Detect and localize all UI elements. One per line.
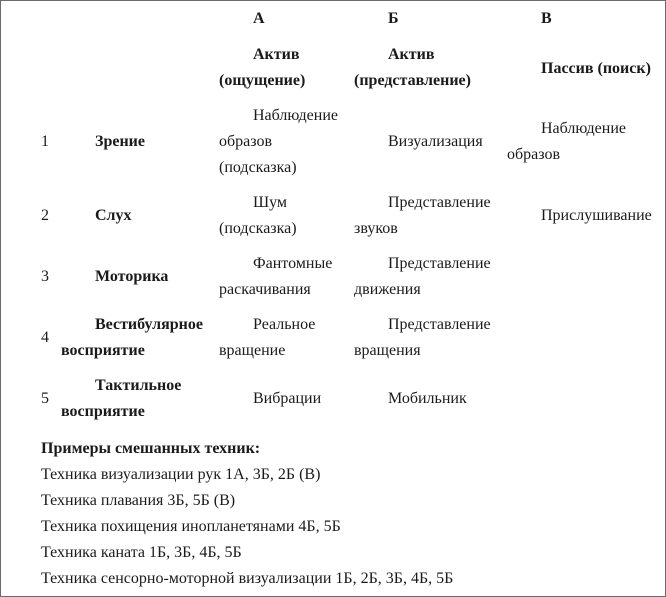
row-number: 1 xyxy=(41,133,49,150)
cell-c-line: Наблюдение xyxy=(541,120,626,137)
row-sense: Слух xyxy=(95,207,132,224)
cell-b-line: вращения xyxy=(354,342,421,359)
col-a-letter: А xyxy=(253,10,265,27)
row-sense: восприятие xyxy=(61,403,145,420)
cell-a-line: Фантомные xyxy=(253,255,333,272)
cell-a-line: образов xyxy=(219,133,273,150)
col-c-letter: В xyxy=(541,10,552,27)
row-number: 3 xyxy=(41,268,49,285)
row-sense: восприятие xyxy=(61,342,145,359)
example-item: Техника похищения инопланетянами 4Б, 5Б xyxy=(41,518,341,535)
example-item: Техника каната 1Б, 3Б, 4Б, 5Б xyxy=(41,544,242,561)
col-b-letter: Б xyxy=(388,10,399,27)
cell-a-line: Шум xyxy=(253,194,288,211)
col-b-header-line1: Актив xyxy=(388,46,435,63)
cell-b-line: Представление xyxy=(388,316,491,333)
row-sense: Вестибулярное xyxy=(95,316,203,333)
cell-a-line: (подсказка) xyxy=(219,159,297,176)
cell-a-line: раскачивания xyxy=(219,281,311,298)
cell-a-line: Вибрации xyxy=(253,390,322,407)
cell-c-line: образов xyxy=(507,146,561,163)
cell-b-line: Представление xyxy=(388,255,491,272)
col-a-header-line1: Актив xyxy=(253,46,300,63)
row-sense: Моторика xyxy=(95,268,169,285)
cell-a-line: вращение xyxy=(219,342,286,359)
cell-b-line: движения xyxy=(354,281,421,298)
cell-a-line: Реальное xyxy=(253,316,316,333)
cell-b-line: звуков xyxy=(354,220,398,237)
col-a-header-line2: (ощущение) xyxy=(219,72,306,89)
cell-a-line: Наблюдение xyxy=(253,107,338,124)
cell-b-line: Визуализация xyxy=(388,133,483,150)
row-sense: Тактильное xyxy=(95,377,182,394)
example-item: Техника плавания 3Б, 5Б (В) xyxy=(41,492,236,509)
cell-c-line: Прислушивание xyxy=(541,207,652,224)
row-number: 5 xyxy=(41,390,49,407)
col-b-header-line2: (представление) xyxy=(354,72,471,89)
row-number: 2 xyxy=(41,207,49,224)
example-item: Техника визуализации рук 1А, 3Б, 2Б (В) xyxy=(41,466,321,483)
row-sense: Зрение xyxy=(95,133,145,150)
cell-a-line: (подсказка) xyxy=(219,220,297,237)
col-c-header: Пассив (поиск) xyxy=(541,60,651,77)
cell-b-line: Мобильник xyxy=(388,390,467,407)
example-item: Техника сенсорно-моторной визуализации 1Б, 2Б, 3Б, 4Б, 5Б xyxy=(41,570,454,587)
cell-b-line: Представление xyxy=(388,194,491,211)
row-number: 4 xyxy=(41,329,49,346)
examples-heading: Примеры смешанных техник: xyxy=(41,440,261,457)
